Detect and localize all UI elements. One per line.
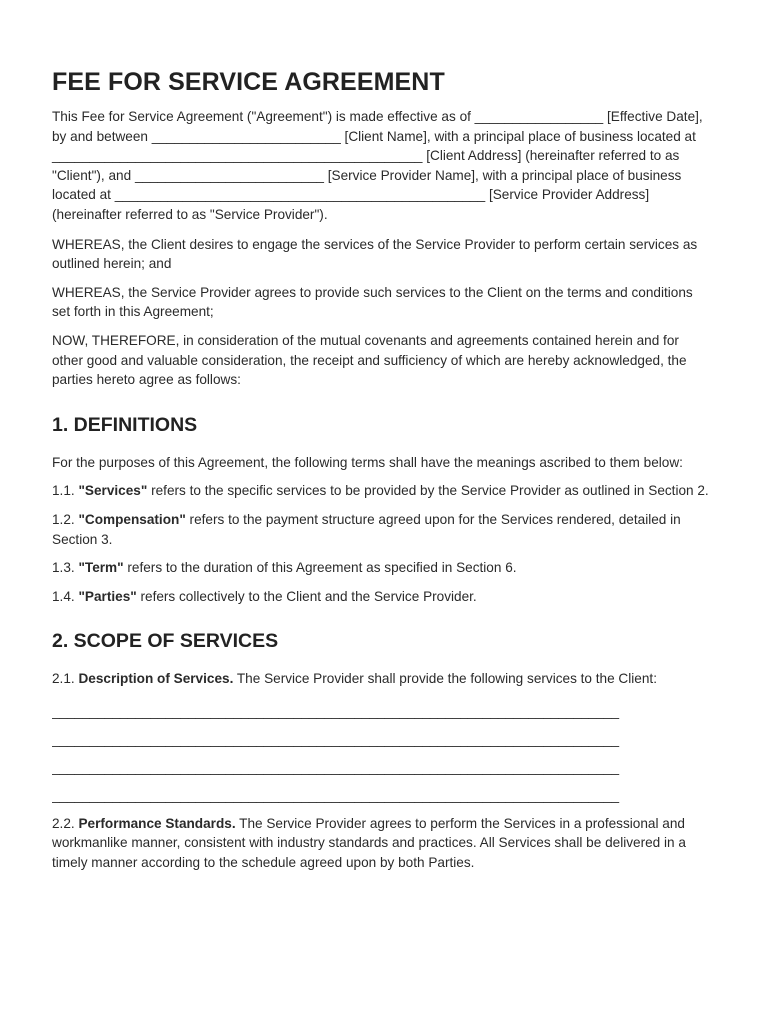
definition-text: refers to the payment structure agreed upon for the Services rendered, detailed in Section 3.: [52, 511, 681, 547]
item-number: 1.2.: [52, 511, 75, 527]
section-2-heading: 2. SCOPE OF SERVICES: [52, 630, 279, 653]
clause-text: The Service Provider shall provide the following services to the Client:: [236, 671, 657, 687]
fill-in-line[interactable]: ___________________________________________________________________________: [52, 731, 620, 747]
document-title: FEE FOR SERVICE AGREEMENT: [52, 68, 445, 96]
clause-text: The Service Provider agrees to perform the Services in a professional and workmanlike manner, consistent with industry standards and practices. All Services shall be delivered in a timely manner according to the schedule agreed upon by both Parties.: [52, 815, 686, 871]
definition-text: refers to the duration of this Agreement as specified in Section 6.: [127, 560, 517, 576]
scope-item: [52, 814, 712, 873]
services-blank-lines: [52, 698, 712, 810]
section-1-heading: 1. DEFINITIONS: [52, 413, 198, 436]
agreement-page: [52, 68, 712, 882]
defined-term: "Term": [78, 560, 124, 576]
whereas-paragraph-2: WHEREAS, the Service Provider agrees to provide such services to the Client on the terms and conditions set forth in this Agreement;: [52, 284, 693, 320]
fill-in-line[interactable]: ___________________________________________________________________________: [52, 787, 620, 803]
item-number: 2.2.: [52, 815, 75, 831]
whereas-paragraph-1: WHEREAS, the Client desires to engage the services of the Service Provider to perform certain services as outlined herein; and: [52, 236, 698, 272]
definition-item: [52, 587, 712, 607]
item-number: 1.3.: [52, 560, 75, 576]
definition-text: refers collectively to the Client and the Service Provider.: [140, 588, 477, 604]
item-number: 1.4.: [52, 588, 75, 604]
intro-paragraph: This Fee for Service Agreement ("Agreement") is made effective as of _________________ [Effective Date], by and between _________________________ [Client Name], with a principal place of business located at _________________________________________________ [Client Address] (hereinafter referred to as "Client"), and _________________________ [Service Provider Name], with a principal place of business located at _________________________________________________ [Service Provider Address] (hereinafter referred to as "Service Provider").: [52, 109, 703, 222]
clause-title: Performance Standards.: [78, 815, 236, 831]
item-number: 2.1.: [52, 671, 75, 687]
defined-term: "Compensation": [78, 511, 186, 527]
definition-item: [52, 481, 712, 501]
item-number: 1.1.: [52, 483, 75, 499]
definitions-lead: For the purposes of this Agreement, the following terms shall have the meanings ascribed to them below:: [52, 454, 683, 470]
clause-title: Description of Services.: [78, 671, 234, 687]
definition-item: [52, 510, 712, 549]
fill-in-line[interactable]: ___________________________________________________________________________: [52, 703, 620, 719]
defined-term: "Services": [78, 483, 148, 499]
fill-in-line[interactable]: ___________________________________________________________________________: [52, 759, 620, 775]
scope-item: [52, 669, 712, 689]
now-therefore-paragraph: NOW, THEREFORE, in consideration of the mutual covenants and agreements contained herein and for other good and valuable consideration, the receipt and sufficiency of which are hereby acknowledged, the parties hereto agree as follows:: [52, 332, 687, 388]
definition-item: [52, 558, 712, 578]
definition-text: refers to the specific services to be provided by the Service Provider as outlined in Section 2.: [151, 483, 709, 499]
defined-term: "Parties": [78, 588, 137, 604]
